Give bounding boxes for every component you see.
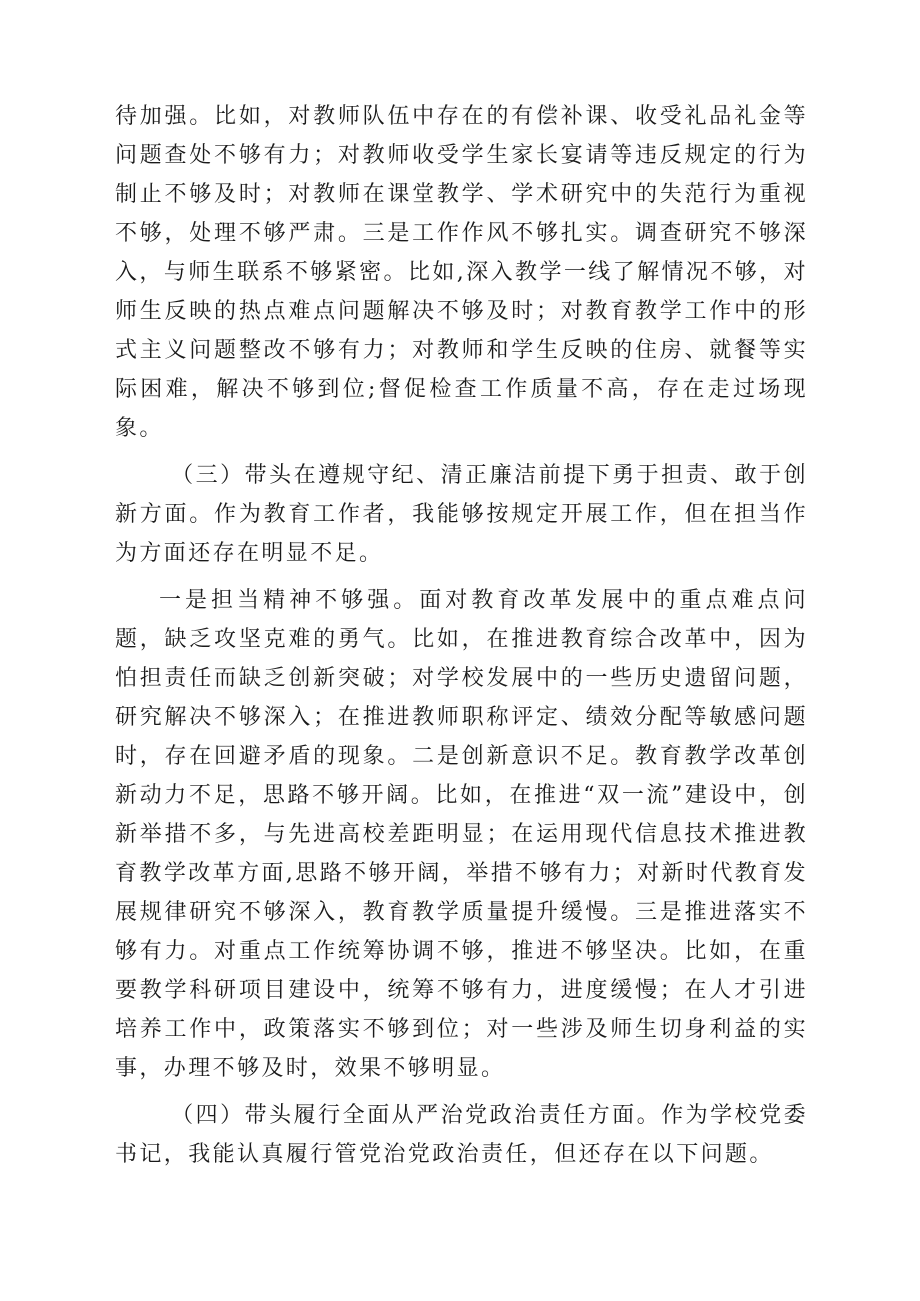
section-heading-paragraph-3: （三）带头在遵规守纪、清正廉洁前提下勇于担责、敢于创新方面。作为教育工作者，我能够按规定开展工作，但在担当作为方面还存在明显不足。 xyxy=(115,463,808,566)
body-paragraph-issues: 一是担当精神不够强。面对教育改革发展中的重点难点问题，缺乏攻坚克难的勇气。比如，在推进教育综合改革中，因为怕担责任而缺乏创新突破；对学校发展中的一些历史遗留问题，研究解决不够深入；在推进教师职称评定、绩效分配等敏感问题时，存在回避矛盾的现象。二是创新意识不足。教育教学改革创新动力不足，思路不够开阔。比如，在推进“双一流”建设中，创新举措不多，与先进高校差距明显；在运用现代信息技术推进教育教学改革方面,思路不够开阔，举措不够有力；对新时代教育发展规律研究不够深入，教育教学质量提升缓慢。三是推进落实不够有力。对重点工作统筹协调不够，推进不够坚决。比如，在重要教学科研项目建设中，统筹不够有力，进度缓慢；在人才引进培养工作中，政策落实不够到位；对一些涉及师生切身利益的实事，办理不够及时，效果不够明显。 xyxy=(115,588,808,1081)
body-paragraph-continuation: 待加强。比如，对教师队伍中存在的有偿补课、收受礼品礼金等问题查处不够有力；对教师收受学生家长宴请等违反规定的行为制止不够及时；对教师在课堂教学、学术研究中的失范行为重视不够，处理不够严肃。三是工作作风不够扎实。调查研究不够深入，与师生联系不够紧密。比如,深入教学一线了解情况不够，对师生反映的热点难点问题解决不够及时；对教育教学工作中的形式主义问题整改不够有力；对教师和学生反映的住房、就餐等实际困难，解决不够到位;督促检查工作质量不高，存在走过场现象。 xyxy=(115,104,808,441)
section-heading-paragraph-4: （四）带头履行全面从严治党政治责任方面。作为学校党委书记，我能认真履行管党治党政治责任，但还存在以下问题。 xyxy=(115,1103,808,1167)
